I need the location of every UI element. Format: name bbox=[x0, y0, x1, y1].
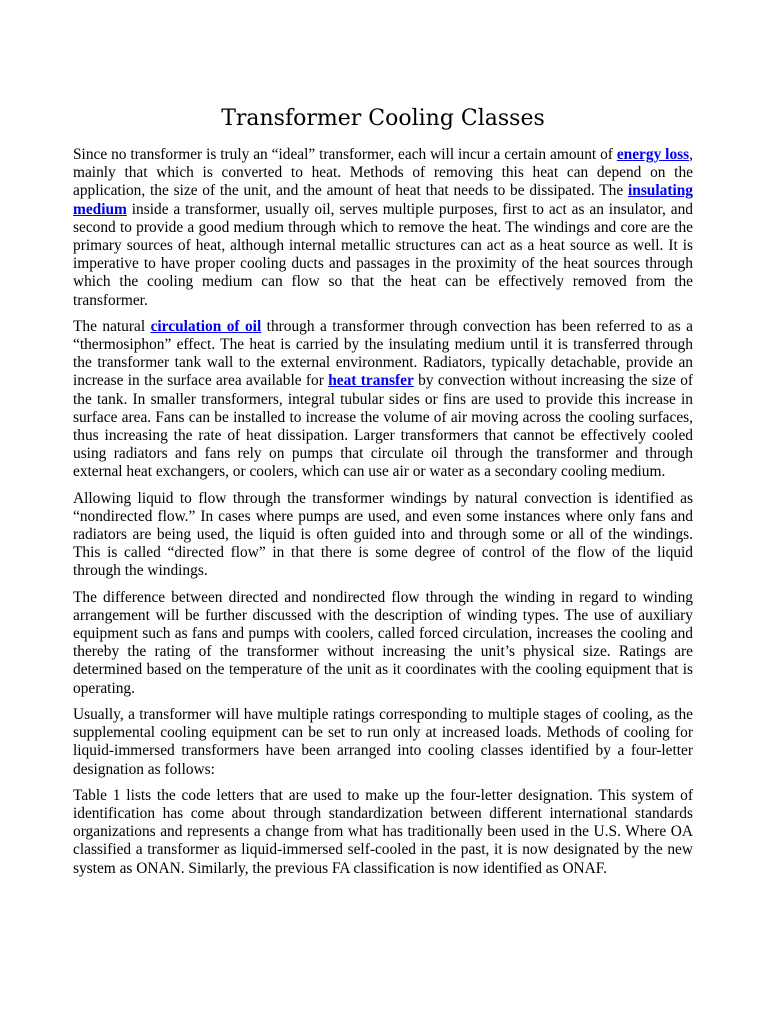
body-paragraph bbox=[73, 146, 693, 310]
link-circulation-of-oil[interactable]: circulation of oil bbox=[150, 317, 262, 335]
paragraph-text: Since no transformer is truly an “ideal” transformer, each will incur a certain amount of bbox=[73, 146, 617, 163]
body-paragraph bbox=[73, 490, 693, 581]
paragraph-text: through a transformer through convection has been referred to as a “thermosiphon” effect. The heat is carried by the insulating medium until it is transferred through the transformer tank wall to the external environment. Radiators, typically detachable, provide an increase in the surface area available for bbox=[73, 317, 693, 390]
body-paragraph bbox=[73, 318, 693, 482]
body-paragraph bbox=[73, 706, 693, 779]
paragraph-text: Usually, a transformer will have multiple ratings corresponding to multiple stages of cooling, as the supplemental cooling equipment can be set to run only at increased loads. Methods of cooling for liquid-immersed transformers have been arranged into cooling classes identified by a four-letter designation as follows: bbox=[73, 705, 693, 778]
document-body bbox=[73, 146, 693, 878]
link-insulating-medium[interactable]: insulating medium bbox=[73, 182, 693, 218]
body-paragraph bbox=[73, 589, 693, 698]
link-heat-transfer[interactable]: heat transfer bbox=[328, 372, 414, 390]
paragraph-text: , mainly that which is converted to heat. Methods of removing this heat can depend on the application, the size of the unit, and the amount of heat that needs to be dissipated. The bbox=[73, 146, 693, 200]
paragraph-text: Allowing liquid to flow through the transformer windings by natural convection is identified as “nondirected flow.” In cases where pumps are used, and even some instances where only fans and radiators are being used, the liquid is often guided into and through some or all of the windings. This is called “directed flow” in that there is some degree of control of the flow of the liquid through the windings. bbox=[73, 489, 693, 580]
document-title: Transformer Cooling Classes bbox=[221, 106, 545, 131]
paragraph-text: inside a transformer, usually oil, serves multiple purposes, first to act as an insulator, and second to provide a good medium through which to remove the heat. The windings and core are the primary sources of heat, although internal metallic structures can act as a heat source as well. It is imperative to have proper cooling ducts and passages in the proximity of the heat sources through which the cooling medium can flow so that the heat can be effectively removed from the transformer. bbox=[73, 200, 693, 309]
link-energy-loss[interactable]: energy loss bbox=[616, 146, 690, 163]
paragraph-text: Table 1 lists the code letters that are used to make up the four-letter designation. This system of identification has come about through standardization between different international standards organizations and represents a change from what has traditionally been used in the U.S. Where OA classified a transformer as liquid-immersed self-cooled in the past, it is now designated by the new system as ONAN. Similarly, the previous FA classification is now identified as ONAF. bbox=[73, 786, 693, 877]
paragraph-text: The natural bbox=[73, 317, 151, 335]
body-paragraph bbox=[73, 787, 693, 878]
paragraph-text: The difference between directed and nondirected flow through the winding in regard to winding arrangement will be further discussed with the description of winding types. The use of auxiliary equipment such as fans and pumps with coolers, called forced circulation, increases the cooling and thereby the rating of the transformer without increasing the unit’s physical size. Ratings are determined based on the temperature of the unit as it coordinates with the cooling equipment that is operating. bbox=[73, 588, 693, 697]
document-page bbox=[73, 104, 693, 886]
paragraph-text: by convection without increasing the size of the tank. In smaller transformers, integral tubular sides or fins are used to provide this increase in surface area. Fans can be installed to increase the volume of air moving across the cooling surfaces, thus increasing the rate of heat dissipation. Larger transformers that cannot be effectively cooled using radiators and fans rely on pumps that circulate oil through the transformer and through external heat exchangers, or coolers, which can use air or water as a secondary cooling medium. bbox=[73, 372, 694, 481]
